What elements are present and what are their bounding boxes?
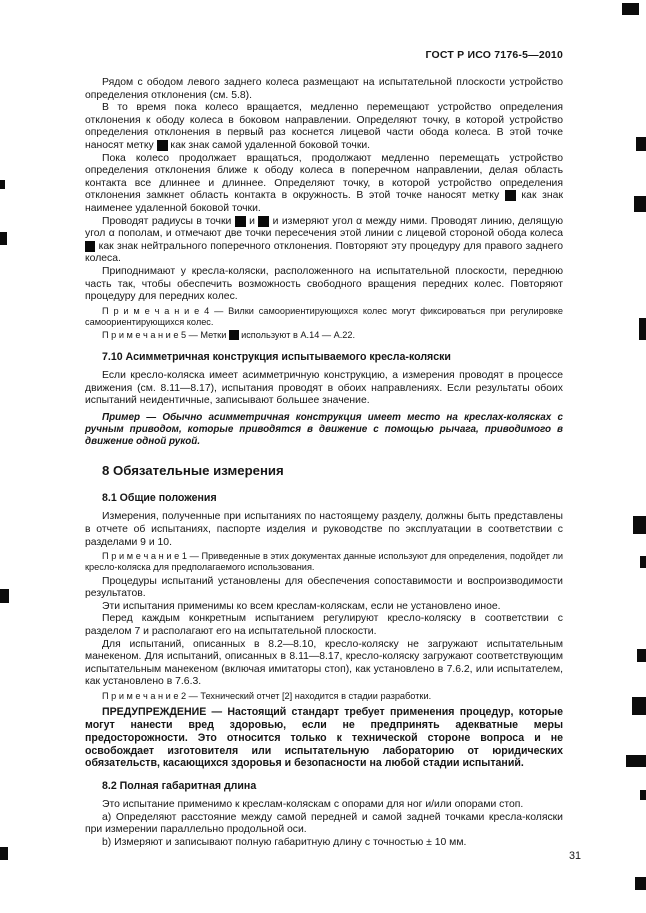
standard-designation: ГОСТ Р ИСО 7176-5—2010 [425, 49, 563, 61]
subsection-heading: 7.10 Асимметричная конструкция испытываемого кресла-коляски [102, 351, 451, 364]
scan-artifact [622, 3, 639, 15]
paragraph: Перед каждым конкретным испытанием регулируют кресло-коляску в соответствии с разделом 7 и располагают его на испытательной плоскости. [85, 613, 563, 638]
section-heading: 8 Обязательные измерения [102, 463, 284, 479]
scan-artifact [640, 790, 646, 800]
letter-mark: Y [260, 215, 268, 227]
scan-artifact [632, 697, 646, 715]
paragraph: Пока колесо продолжает вращаться, продолжают медленно перемещать устройство определения отклонения ближе к ободу колеса в поперечном направлении, делая область контакта все длиннее и длиннее. Определяют точку, в которой устройство определения отклонения замкнет область контакта в окружность. В этой точке наносят метку Y как знак наименее удаленной боковой точки. [85, 152, 563, 214]
paragraph: Это испытание применимо к креслам-коляскам с опорами для ног и/или опорами стоп. [102, 799, 524, 811]
paragraph: Если кресло-коляска имеет асимметричную конструкцию, а измерения проводят в процессе движения (см. 8.11—8.17), испытания проводят в обоих направлениях. Если результаты обоих испытаний неидентичные, записывают большее значение. [85, 370, 563, 407]
scan-artifact [639, 318, 646, 340]
paragraph: Приподнимают у кресла-коляски, расположенного на испытательной плоскости, переднюю часть так, чтобы обеспечить возможность свободного вращения передних колес. Повторяют процедуру для передних колес. [85, 265, 563, 303]
scan-artifact [0, 180, 5, 189]
note: П р и м е ч а н и е 1 — Приведенные в этих документах данные используют для определения, подойдет ли кресло-коляска для предполагаемого использования. [85, 551, 563, 573]
scan-artifact [0, 589, 9, 603]
paragraph: Эти испытания применимы ко всем креслам-коляскам, если не установлено иное. [102, 600, 501, 612]
example: Пример — Обычно асимметричная конструкция имеет место на креслах-колясках с ручным приводом, которые приводятся в движение с помощью рычага, приводимого в движение одной рукой. [85, 412, 563, 447]
page-number: 31 [568, 850, 581, 862]
letter-mark: Z [87, 240, 94, 252]
letter-mark: Y [506, 190, 514, 202]
scan-artifact [635, 877, 646, 890]
scan-artifact [633, 516, 646, 534]
note: П р и м е ч а н и е 5 — Метки Z используют в А.14 — А.22. [102, 330, 356, 341]
scan-artifact [634, 196, 646, 212]
paragraph: Для испытаний, описанных в 8.2—8.10, кресло-коляску не загружают испытательным манекеном. Для испытаний, описанных в 8.11—8.17, кресло-коляску загружают соответствующим испытательным манекеном (включая имитаторы стоп), как установлено в 7.6.2, или испытателем, как установлено в 7.6.3. [85, 638, 563, 688]
scan-artifact [640, 556, 646, 568]
paragraph: В то время пока колесо вращается, медленно перемещают устройство определения отклонения к ободу колеса в боковом направлении. Определяют точку, в которой устройство определения отклонения в первый раз коснется лицевой части обода колеса. В этой точке наносят метку X как знак самой удаленной боковой точки. [85, 102, 563, 151]
paragraph: a) Определяют расстояние между самой передней и самой задней точками кресла-коляски при измерении параллельно продольной оси. [85, 811, 563, 836]
scan-artifact [626, 755, 646, 767]
letter-mark: Z [230, 330, 237, 341]
paragraph: Процедуры испытаний установлены для обеспечения сопоставимости и воспроизводимости результатов. [85, 575, 563, 600]
document-body [85, 77, 563, 850]
paragraph: Измерения, полученные при испытаниях по настоящему разделу, должны быть представлены в отчете об испытаниях, паспорте изделия и руководстве по эксплуатации в соответствии с разделами 9 и 10. [85, 511, 563, 548]
note: П р и м е ч а н и е 2 — Технический отчет [2] находится в стадии разработки. [102, 691, 432, 701]
subsection-heading: 8.1 Общие положения [102, 492, 217, 505]
paragraph: Проводят радиусы в точки X и Y и измеряют угол α между ними. Проводят линию, делящую угол α пополам, и отмечают две точки пересечения этой линии с лицевой стороной обода колеса Z как знак нейтрального поперечного отклонения. Повторяют эту процедуру для правого заднего колеса. [85, 215, 564, 265]
letter-mark: X [236, 215, 244, 227]
scan-artifact [636, 137, 646, 151]
letter-mark: X [158, 139, 166, 151]
note: П р и м е ч а н и е 4 — Вилки самоориентирующихся колес могут фиксироваться при регулировке самоориентирующихся колес. [85, 305, 563, 327]
paragraph: Рядом с ободом левого заднего колеса размещают на испытательной плоскости устройство определения отклонения (см. 5.8). [85, 77, 563, 101]
scan-artifact [0, 232, 7, 245]
scan-artifact [637, 649, 646, 662]
paragraph: b) Измеряют и записывают полную габаритную длину с точностью ± 10 мм. [102, 836, 467, 848]
warning: ПРЕДУПРЕЖДЕНИЕ — Настоящий стандарт требует применения процедур, которые могут нанести вред здоровью, если не предпринять адекватные меры предосторожности. Это относится только к технической стороне вопроса и не освобождает изготовителя или испытательную лабораторию от юридических обязательств, касающихся здоровья и безопасности на любой стадии испытаний. [85, 706, 563, 770]
subsection-heading: 8.2 Полная габаритная длина [102, 780, 257, 793]
scan-artifact [0, 847, 8, 860]
